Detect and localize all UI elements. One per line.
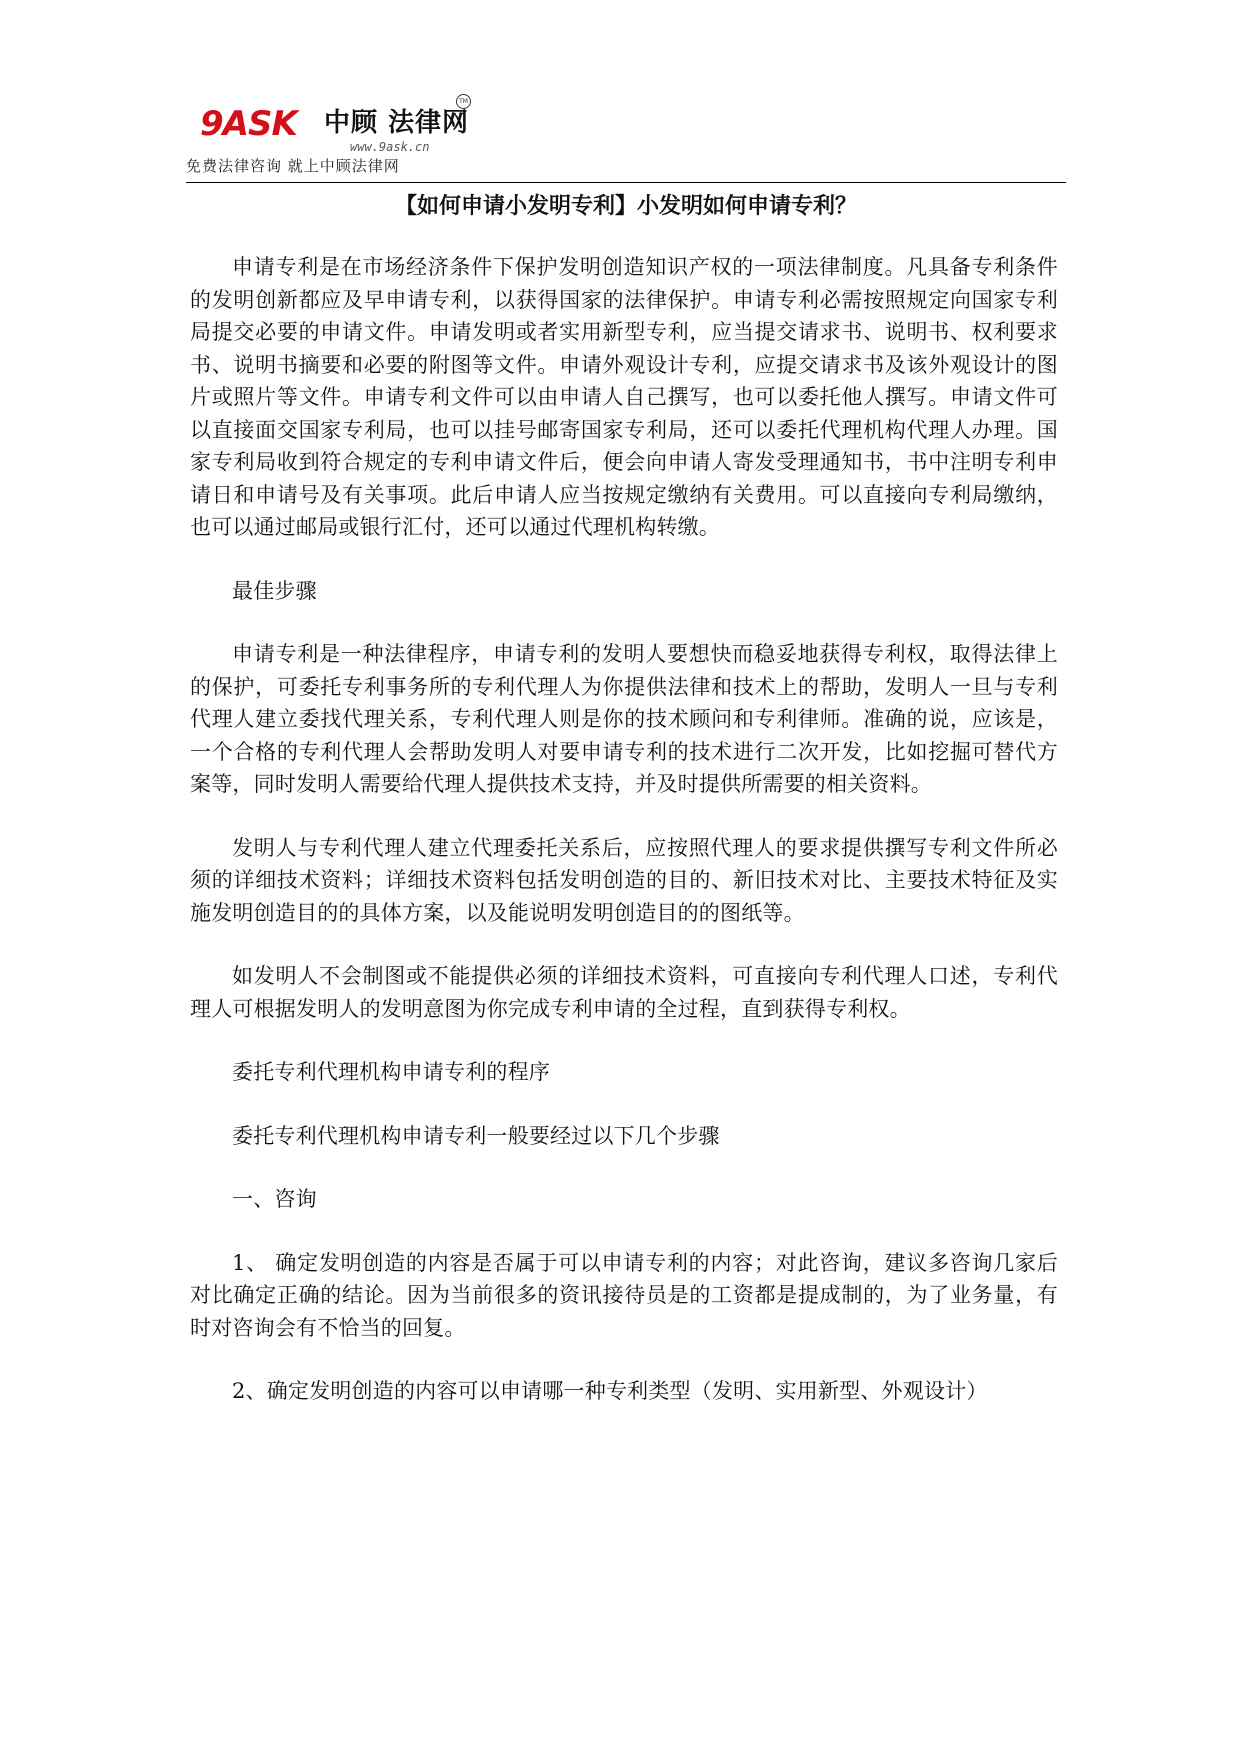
paragraph: 申请专利是一种法律程序，申请专利的发明人要想快而稳妥地获得专利权，取得法律上的保护，可委托专利事务所的专利代理人为你提供法律和技术上的帮助，发明人一旦与专利代理人建立委找代理关系，专利代理人则是你的技术顾问和专利律师。准确的说，应该是，一个合格的专利代理人会帮助发明人对要申请专利的技术进行二次开发，比如挖掘可替代方案等，同时发明人需要给代理人提供技术支持，并及时提供所需要的相关资料。 — [190, 642, 1058, 796]
site-logo — [200, 94, 620, 154]
document-body — [190, 251, 1058, 1439]
header-divider — [186, 182, 1066, 183]
header-tagline: 免费法律咨询 就上中顾法律网 — [186, 157, 400, 175]
paragraph: 发明人与专利代理人建立代理委托关系后，应按照代理人的要求提供撰写专利文件所必须的详细技术资料；详细技术资料包括发明创造的目的、新旧技术对比、主要技术特征及实施发明创造目的的具体方案，以及能说明发明创造目的的图纸等。 — [190, 835, 1058, 925]
document-title: 【如何申请小发明专利】小发明如何申请专利？ — [394, 193, 857, 219]
logo-name: 中顾 法律网 — [324, 108, 470, 138]
logo-mark: 9ASK — [200, 104, 297, 144]
paragraph: 委托专利代理机构申请专利一般要经过以下几个步骤 — [232, 1123, 720, 1148]
trademark-icon: TM — [456, 94, 471, 109]
page-header — [186, 92, 1066, 184]
paragraph: 最佳步骤 — [232, 578, 317, 603]
paragraph: 一、咨询 — [232, 1187, 317, 1211]
paragraph: 1、 确定发明创造的内容是否属于可以申请专利的内容；对此咨询，建议多咨询几家后对比确定正确的结论。因为当前很多的资讯接待员是的工资都是提成制的，为了业务量，有时对咨询会有不恰当的回复。 — [190, 1250, 1058, 1340]
paragraph: 委托专利代理机构申请专利的程序 — [232, 1060, 550, 1084]
paragraph: 2、确定发明创造的内容可以申请哪一种专利类型（发明、实用新型、外观设计） — [232, 1379, 988, 1403]
logo-url: www.9ask.cn — [350, 140, 430, 154]
paragraph: 申请专利是在市场经济条件下保护发明创造知识产权的一项法律制度。凡具备专利条件的发明创新都应及早申请专利，以获得国家的法律保护。申请专利必需按照规定向国家专利局提交必要的申请文件。申请发明或者实用新型专利，应当提交请求书、说明书、权利要求书、说明书摘要和必要的附图等文件。申请外观设计专利，应提交请求书及该外观设计的图片或照片等文件。申请专利文件可以由申请人自己撰写，也可以委托他人撰写。申请文件可以直接面交国家专利局，也可以挂号邮寄国家专利局，还可以委托代理机构代理人办理。国家专利局收到符合规定的专利申请文件后，便会向申请人寄发受理通知书，书中注明专利申请日和申请号及有关事项。此后申请人应当按规定缴纳有关费用。可以直接向专利局缴纳，也可以通过邮局或银行汇付，还可以通过代理机构转缴。 — [190, 255, 1058, 539]
paragraph: 如发明人不会制图或不能提供必须的详细技术资料，可直接向专利代理人口述，专利代理人可根据发明人的发明意图为你完成专利申请的全过程，直到获得专利权。 — [190, 964, 1058, 1021]
